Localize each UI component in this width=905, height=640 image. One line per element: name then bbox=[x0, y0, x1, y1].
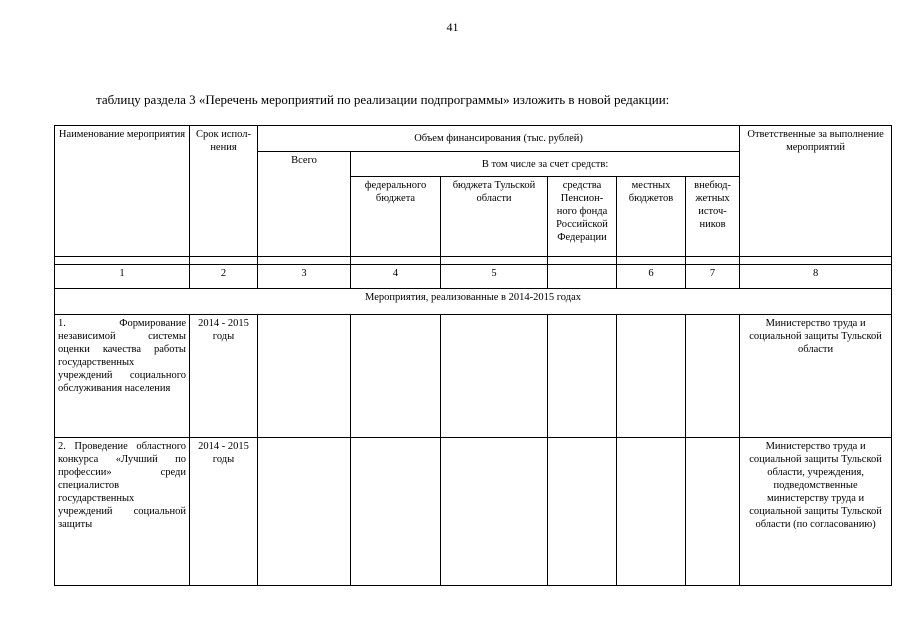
section-title: Мероприятия, реализованные в 2014-2015 годах bbox=[55, 289, 892, 315]
header-name: Наименование мероприятия bbox=[55, 126, 190, 257]
header-including: В том числе за счет средств: bbox=[351, 152, 740, 177]
activities-table bbox=[54, 125, 892, 586]
column-number: 2 bbox=[190, 265, 258, 289]
column-numbers-row bbox=[55, 265, 892, 289]
column-number: 5 bbox=[441, 265, 548, 289]
column-number bbox=[548, 265, 617, 289]
activity-name: 2. Проведение областного конкурса «Лучший по профессии» среди специалистов государственных учреждений социальной защиты bbox=[55, 438, 190, 586]
header-responsible: Ответственные за выполнение мероприятий bbox=[740, 126, 892, 257]
intro-text: таблицу раздела 3 «Перечень мероприятий по реализации подпрограммы» изложить в новой редакции: bbox=[96, 92, 670, 107]
activity-term: 2014 - 2015 годы bbox=[190, 438, 258, 586]
activity-name: 1. Формирование независимой системы оценки качества работы государственных учреждений социального обслуживания населения bbox=[55, 315, 190, 438]
header-term: Срок испол-нения bbox=[190, 126, 258, 257]
column-number: 4 bbox=[351, 265, 441, 289]
column-number: 1 bbox=[55, 265, 190, 289]
column-number: 6 bbox=[617, 265, 686, 289]
section-row bbox=[55, 289, 892, 315]
table-row bbox=[55, 315, 892, 438]
header-pension: средства Пенсион-ного фонда Российской Федерации bbox=[548, 177, 617, 257]
header-extra: внебюд-жетных источ-ников bbox=[686, 177, 740, 257]
header-regional: бюджета Тульской области bbox=[441, 177, 548, 257]
header-funding: Объем финансирования (тыс. рублей) bbox=[258, 126, 740, 152]
page-number: 41 bbox=[446, 20, 459, 34]
activity-responsible: Министерство труда и социальной защиты Тульской области bbox=[740, 315, 892, 438]
table-row bbox=[55, 438, 892, 586]
activity-term: 2014 - 2015 годы bbox=[190, 315, 258, 438]
activity-responsible: Министерство труда и социальной защиты Тульской области, учреждения, подведомственные министерству труда и социальной защиты Тульской области (по согласованию) bbox=[740, 438, 892, 586]
column-number: 8 bbox=[740, 265, 892, 289]
header-total: Всего bbox=[258, 152, 351, 257]
header-local: местных бюджетов bbox=[617, 177, 686, 257]
header-federal: федерального бюджета bbox=[351, 177, 441, 257]
column-number: 7 bbox=[686, 265, 740, 289]
column-number: 3 bbox=[258, 265, 351, 289]
header-spacer bbox=[55, 257, 892, 265]
